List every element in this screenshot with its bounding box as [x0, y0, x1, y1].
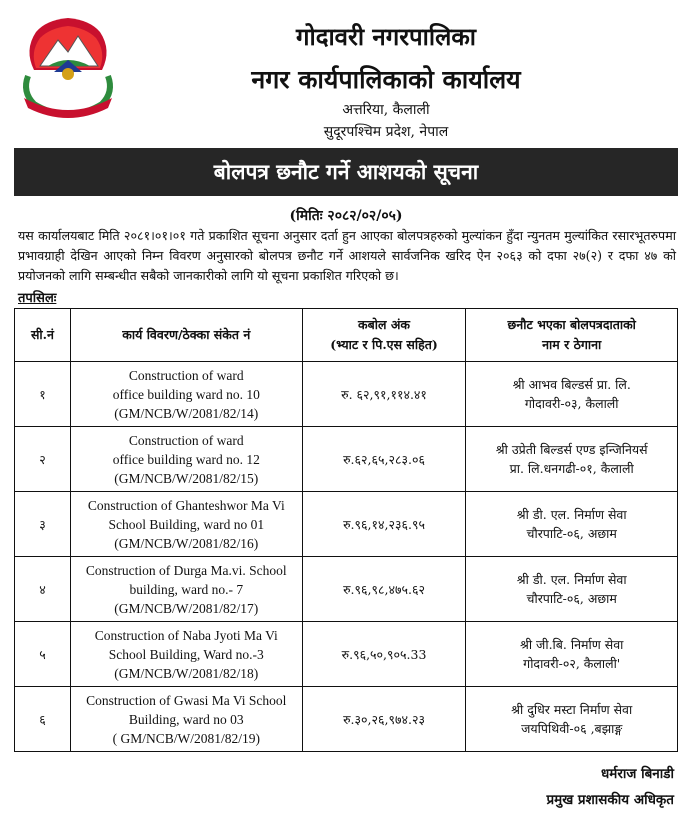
row-description [70, 622, 302, 687]
table-row [15, 622, 678, 687]
row-description [70, 362, 302, 427]
row-bidder [466, 622, 678, 687]
bid-selection-table [14, 308, 678, 752]
desc-line: Construction of Ghanteshwor Ma Vi [87, 497, 285, 513]
row-amount: रु.३०,२६,९७४.२३ [302, 687, 466, 752]
row-description [70, 557, 302, 622]
desc-code: ( GM/NCB/W/2081/82/19) [112, 730, 260, 746]
bidder-address: जयपिथिवी-०६ ,बझाङ्ग [521, 721, 623, 736]
notice-paragraph: यस कार्यालयबाट मिति २०८१।०१।०१ गते प्रकाशित सूचना अनुसार दर्ता हुन आएका बोलपत्रहरुको मुल्यांकन हुँदा न्युनतम मुल्यांकित रसारभूतरुपमा प्रभावग्राही देखिन आएको निम्न विवरण अनुसारको बोलपत्र छनौट गर्ने आशयले सार्वजनिक खरिद ऐन २०६३ को दफा २७(२) र दफा ४७ को प्रयोजनको लागि सम्बन्धीत सबैको जानकारीको लागि यो सूचना प्रकाशित गरिएको छ। [18, 228, 676, 283]
desc-line: office building ward no. 12 [112, 451, 260, 467]
notice-title-banner: बोलपत्र छनौट गर्ने आशयको सूचना [14, 148, 678, 196]
desc-line: Construction of Durga Ma.vi. School [85, 562, 287, 578]
desc-code: (GM/NCB/W/2081/82/14) [114, 405, 259, 421]
row-bidder [466, 557, 678, 622]
bidder-address: गोदावरी-०३, कैलाली [524, 396, 619, 411]
row-sn: ६ [15, 687, 71, 752]
desc-line: Building, ward no 03 [128, 711, 244, 727]
bidder-name: श्री आभव बिल्डर्स प्रा. लि. [512, 377, 631, 392]
row-sn: १ [15, 362, 71, 427]
header-sn: सी.नं [15, 309, 71, 362]
row-bidder [466, 687, 678, 752]
header-amount [302, 309, 466, 362]
desc-line: Construction of ward [128, 367, 244, 383]
row-amount: रु.९६,५०,९०५.33 [302, 622, 466, 687]
row-sn: ३ [15, 492, 71, 557]
bidder-name: श्री डी. एल. निर्माण सेवा [516, 572, 627, 587]
row-amount: रु.६२,६५,२८३.०६ [302, 427, 466, 492]
desc-line: office building ward no. 10 [112, 386, 260, 402]
desc-code: (GM/NCB/W/2081/82/17) [114, 600, 259, 616]
table-row [15, 362, 678, 427]
row-bidder [466, 492, 678, 557]
desc-code: (GM/NCB/W/2081/82/15) [114, 470, 259, 486]
row-amount: रु. ६२,९१,११४.४१ [302, 362, 466, 427]
header-bidder [466, 309, 678, 362]
bidder-name: श्री जी.बि. निर्माण सेवा [520, 637, 624, 652]
header-bidder-line1: छनौट भएका बोलपत्रदाताको [507, 317, 636, 332]
header-bidder-line2: नाम र ठेगाना [542, 337, 602, 352]
details-label: तपसिलः [18, 291, 57, 306]
table-row [15, 687, 678, 752]
header-description: कार्य विवरण/ठेक्का संकेत नं [70, 309, 302, 362]
office-address: अत्तरिया, कैलाली [342, 102, 430, 118]
row-amount: रु.९६,९८,४७५.६२ [302, 557, 466, 622]
desc-code: (GM/NCB/W/2081/82/16) [114, 535, 259, 551]
bidder-name: श्री डी. एल. निर्माण सेवा [516, 507, 627, 522]
desc-line: Construction of Naba Jyoti Ma Vi [94, 627, 278, 643]
signatory-title: प्रमुख प्रशासकीय अधिकृत [546, 792, 674, 808]
header-amount-line1: कबोल अंक [358, 317, 410, 332]
row-sn: ५ [15, 622, 71, 687]
table-row [15, 492, 678, 557]
row-sn: ४ [15, 557, 71, 622]
bidder-name: श्री उप्रेती बिल्डर्स एण्ड इन्जिनियर्स [495, 442, 648, 457]
office-name: नगर कार्यपालिकाको कार्यालय [251, 65, 521, 94]
header-amount-line2: (भ्याट र पि.एस सहित) [330, 337, 438, 352]
table-row [15, 557, 678, 622]
bidder-name: श्री दुधिर मस्टा निर्माण सेवा [511, 702, 633, 717]
row-bidder [466, 362, 678, 427]
table-header-row [15, 309, 678, 362]
desc-code: (GM/NCB/W/2081/82/18) [114, 665, 259, 681]
signatory-name: धर्मराज बिनाडी [600, 766, 674, 782]
desc-line: Construction of Gwasi Ma Vi School [86, 692, 287, 708]
notice-date: (मितिः २०८२/०२/०५) [289, 208, 403, 224]
row-description [70, 427, 302, 492]
table-row [15, 427, 678, 492]
desc-line: Construction of ward [128, 432, 244, 448]
desc-line: building, ward no.- 7 [129, 581, 244, 597]
row-description [70, 687, 302, 752]
bidder-address: गोदावरी-०२, कैलाली' [523, 656, 621, 671]
province-address: सुदूरपश्चिम प्रदेश, नेपाल [323, 124, 449, 140]
desc-line: School Building, ward no 01 [108, 516, 265, 532]
municipality-name: गोदावरी नगरपालिका [295, 22, 477, 51]
row-amount: रु.९६,१४,२३६.९५ [302, 492, 466, 557]
row-bidder [466, 427, 678, 492]
bidder-address: प्रा. लि.धनगढी-०१, कैलाली [509, 461, 634, 476]
bidder-address: चौरपाटि-०६, अछाम [526, 526, 617, 541]
row-description [70, 492, 302, 557]
bidder-address: चौरपाटि-०६, अछाम [526, 591, 617, 606]
desc-line: School Building, Ward no.-3 [108, 646, 264, 662]
row-sn: २ [15, 427, 71, 492]
